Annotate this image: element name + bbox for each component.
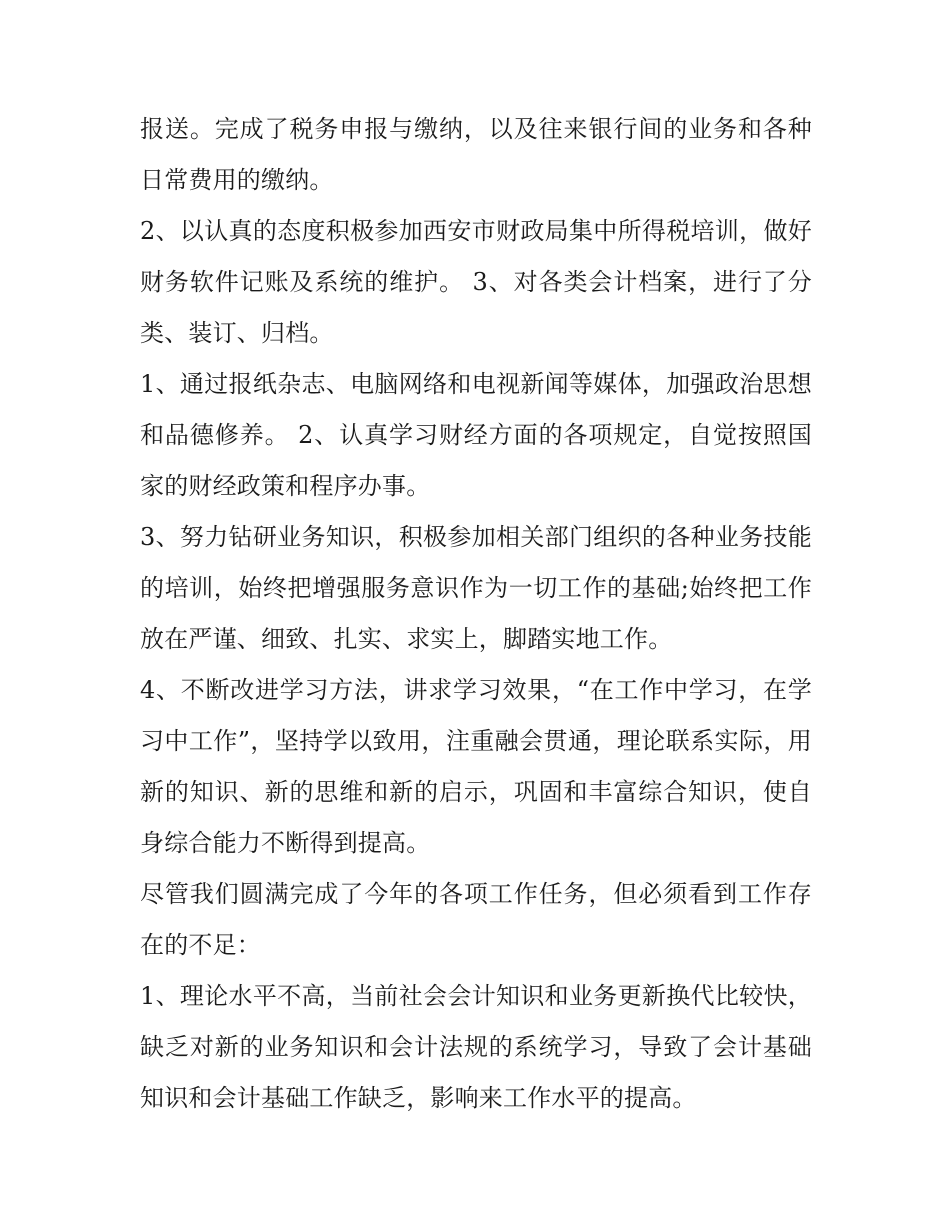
paragraph-theory-level: 1、理论水平不高，当前社会会计知识和业务更新换代比较快，缺乏对新的业务知识和会计法规的系统学习，导致了会计基础知识和会计基础工作缺乏，影响来工作水平的提高。 <box>140 982 812 1112</box>
paragraph-tax-filing: 报送。完成了税务申报与缴纳，以及往来银行间的业务和各种日常费用的缴纳。 <box>140 115 812 194</box>
paragraph-training-archives: 2、以认真的态度积极参加西安市财政局集中所得税培训，做好财务软件记账及系统的维护。 3、对各类会计档案，进行了分类、装订、归档。 <box>140 217 812 347</box>
paragraph-business-knowledge: 3、努力钻研业务知识，积极参加相关部门组织的各种业务技能的培训，始终把增强服务意识作为一切工作的基础;始终把工作放在严谨、细致、扎实、求实上，脚踏实地工作。 <box>140 523 812 653</box>
paragraph-political-study: 1、通过报纸杂志、电脑网络和电视新闻等媒体，加强政治思想和品德修养。 2、认真学习财经方面的各项规定，自觉按照国家的财经政策和程序办事。 <box>140 370 812 500</box>
paragraph-learning-methods: 4、不断改进学习方法，讲求学习效果，“在工作中学习，在学习中工作”，坚持学以致用，注重融会贯通，理论联系实际，用新的知识、新的思维和新的启示，巩固和丰富综合知识，使自身综合能力不断得到提高。 <box>140 676 812 857</box>
document-body <box>140 104 812 1124</box>
paragraph-shortcomings-intro: 尽管我们圆满完成了今年的各项工作任务，但必须看到工作存在的不足： <box>140 880 812 959</box>
